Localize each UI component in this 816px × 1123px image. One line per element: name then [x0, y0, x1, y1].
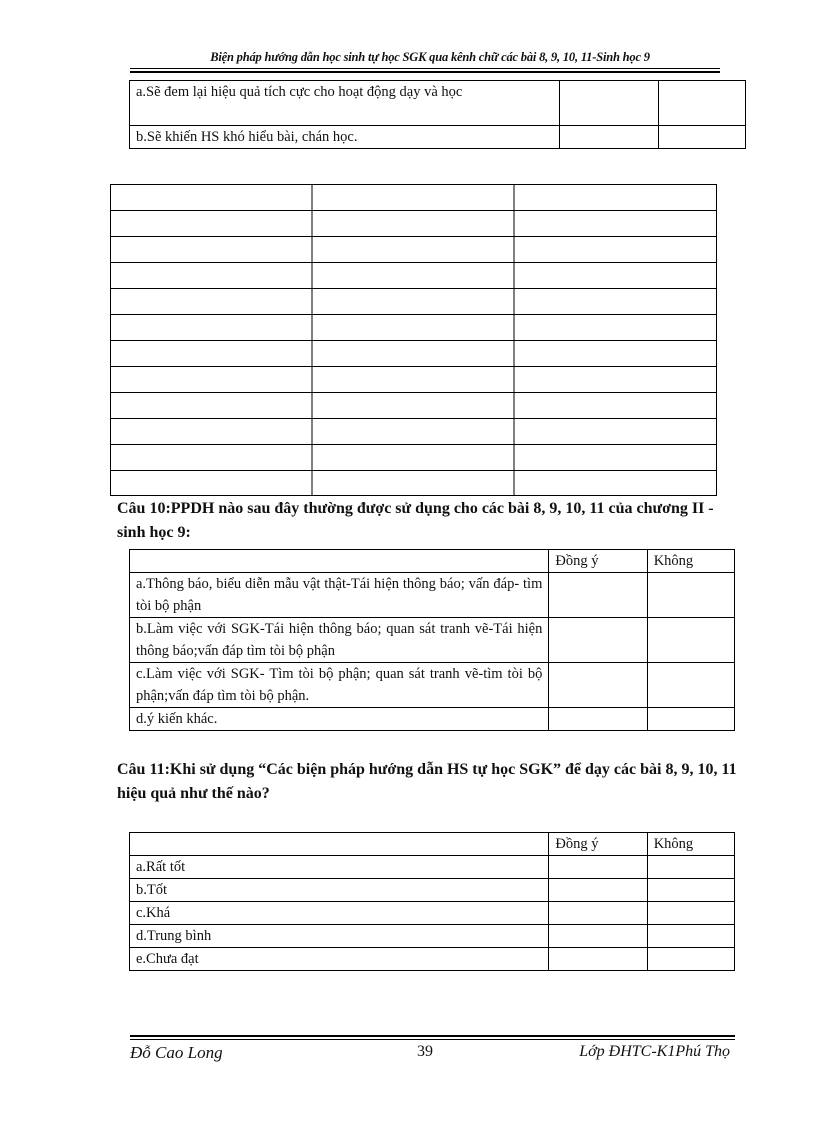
table10-row-a: a.Thông báo, biểu diễn mẫu vật thật-Tái hiện thông báo; vấn đáp- tìm tòi bộ phận: [130, 573, 549, 618]
table-question-10: [129, 549, 735, 731]
table10-header-disagree: Không: [647, 550, 734, 573]
table10-cell-disagree: [647, 663, 734, 708]
table11-cell-disagree: [647, 925, 734, 948]
table-top-cell-disagree: [659, 126, 746, 149]
table10-row-b: b.Làm việc với SGK-Tái hiện thông báo; quan sát tranh vẽ-Tái hiện thông báo;vấn đáp tìm tòi bộ phận: [130, 618, 549, 663]
empty-grid-table: [110, 184, 718, 497]
footer-author: Đỗ Cao Long: [130, 1043, 223, 1062]
table11-cell-disagree: [647, 948, 734, 971]
page-number: 39: [417, 1043, 433, 1060]
page-header-title: Biện pháp hướng dẫn học sinh tự học SGK qua kênh chữ các bài 8, 9, 10, 11-Sinh học 9: [210, 50, 650, 64]
table11-cell-agree: [549, 856, 647, 879]
question-11: Câu 11:Khi sử dụng “Các biện pháp hướng dẫn HS tự học SGK” để dạy các bài 8, 9, 10, 11 hiệu quả như thế nào?: [117, 761, 737, 802]
footer-class-name: Lớp ĐHTC-K1Phú Thọ: [579, 1043, 730, 1060]
table11-cell-agree: [549, 948, 647, 971]
question-10: Câu 10:PPDH nào sau đây thường được sử dụng cho các bài 8, 9, 10, 11 của chương II - sinh học 9:: [117, 500, 714, 541]
table-header-row: [130, 833, 735, 856]
table11-row-d: d.Trung bình: [130, 925, 549, 948]
table-question-11: [129, 832, 735, 971]
table11-cell-disagree: [647, 902, 734, 925]
table10-cell-agree: [549, 663, 647, 708]
header-rule-thick: [130, 71, 720, 73]
table11-row-a: a.Rất tốt: [130, 856, 549, 879]
table-top: [129, 80, 746, 149]
table-row: [130, 925, 735, 948]
table11-row-e: e.Chưa đạt: [130, 948, 549, 971]
header-rule: [130, 68, 720, 69]
table10-cell-disagree: [647, 708, 734, 731]
table10-cell-agree: [549, 618, 647, 663]
table11-cell-agree: [549, 879, 647, 902]
table-row: [130, 902, 735, 925]
table-row: [130, 879, 735, 902]
footer-rule-thick: [130, 1035, 735, 1037]
table11-row-b: b.Tốt: [130, 879, 549, 902]
table-row: [130, 81, 746, 126]
table11-cell-agree: [549, 902, 647, 925]
table-top-cell-agree: [560, 81, 659, 126]
table10-header-blank: [130, 550, 549, 573]
table11-row-c: c.Khá: [130, 902, 549, 925]
table10-row-d: d.ý kiến khác.: [130, 708, 549, 731]
table-row: [130, 663, 735, 708]
table10-header-agree: Đồng ý: [549, 550, 647, 573]
table11-header-blank: [130, 833, 549, 856]
table11-cell-disagree: [647, 856, 734, 879]
table11-header-agree: Đồng ý: [549, 833, 647, 856]
table11-header-disagree: Không: [647, 833, 734, 856]
table-top-cell-agree: [560, 126, 659, 149]
table10-cell-agree: [549, 573, 647, 618]
table-row: [130, 708, 735, 731]
table10-cell-agree: [549, 708, 647, 731]
table11-cell-disagree: [647, 879, 734, 902]
table-top-cell-disagree: [659, 81, 746, 126]
table10-row-c: c.Làm việc với SGK- Tìm tòi bộ phận; quan sát tranh vẽ-tìm tòi bộ phận;vấn đáp tìm tòi bộ phận.: [130, 663, 549, 708]
table11-cell-agree: [549, 925, 647, 948]
table10-cell-disagree: [647, 573, 734, 618]
table-row: [130, 573, 735, 618]
table-row: [130, 856, 735, 879]
table-top-row-b: b.Sẽ khiến HS khó hiểu bài, chán học.: [130, 126, 560, 149]
table-row: [130, 618, 735, 663]
table-row: [130, 948, 735, 971]
table-row: [130, 126, 746, 149]
table-top-row-a: a.Sẽ đem lại hiệu quả tích cực cho hoạt động dạy và học: [130, 81, 560, 126]
table10-cell-disagree: [647, 618, 734, 663]
table-header-row: [130, 550, 735, 573]
footer-rule: [130, 1039, 735, 1040]
